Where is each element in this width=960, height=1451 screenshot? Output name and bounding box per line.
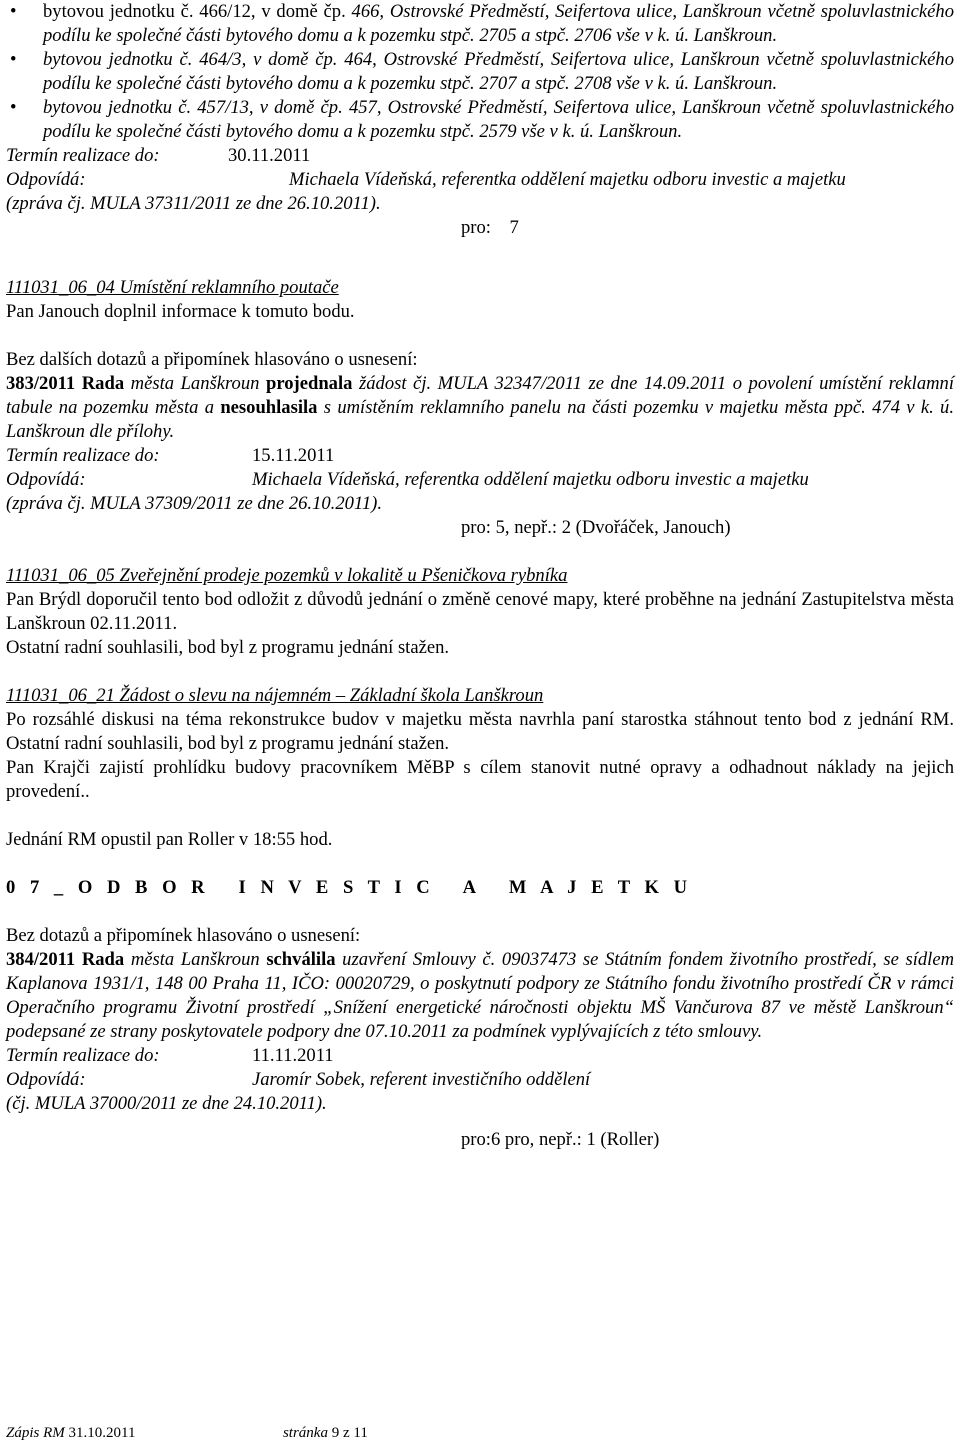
zprava-line: (zpráva čj. MULA 37309/2011 ze dne 26.10.2011). bbox=[6, 493, 382, 514]
list-item bbox=[6, 96, 954, 144]
odpovida-value: Michaela Vídeňská, referentka oddělení majetku odboru investic a majetku bbox=[252, 469, 809, 490]
resolution-383 bbox=[6, 372, 954, 444]
vote-line: pro:6 pro, nepř.: 1 (Roller) bbox=[461, 1129, 660, 1150]
termin-label: Termín realizace do: bbox=[6, 445, 160, 466]
odpovida-line bbox=[6, 1068, 954, 1092]
vote-line: pro: 5, nepř.: 2 (Dvořáček, Janouch) bbox=[461, 517, 731, 538]
termin-value: 30.11.2011 bbox=[228, 145, 311, 166]
apartment-list bbox=[6, 0, 954, 144]
odpovida-line bbox=[6, 468, 954, 492]
resolution-text: města Lanškroun bbox=[130, 949, 260, 970]
zprava-line: (zpráva čj. MULA 37311/2011 ze dne 26.10.2011). bbox=[6, 193, 381, 214]
department-heading: 0 7 _ O D B O R I N V E S T I C A M A J E T K U bbox=[6, 877, 693, 898]
resolution-text: tele podpory dne 07.10.2011 za podmínek vyplývajících z této smlouvy. bbox=[235, 1021, 763, 1042]
odpovida-label: Odpovídá: bbox=[6, 169, 86, 190]
termin-label: Termín realizace do: bbox=[6, 1045, 160, 1066]
footer-label: Zápis RM bbox=[6, 1425, 65, 1441]
bullet-icon: • bbox=[10, 97, 17, 118]
section-title-05: 111031_06_05 Zveřejnění prodeje pozemků v lokalitě u Pšeničkova rybníka bbox=[6, 565, 568, 586]
termin-value: 15.11.2011 bbox=[252, 445, 335, 466]
item-lead: bytovou jednotku č. 457/13, v domě čp. bbox=[43, 97, 343, 118]
item-lead: bytovou jednotku č. 464/3, v domě čp. bbox=[43, 49, 338, 70]
item-lead: bytovou jednotku č. 466/12, v domě čp. bbox=[43, 1, 346, 22]
termin-line bbox=[6, 444, 954, 468]
odpovida-value: Michaela Vídeňská, referentka oddělení majetku odboru investic a majetku bbox=[289, 169, 846, 190]
resolution-text: města Lanškroun bbox=[130, 373, 260, 394]
resolution-verb: projednala bbox=[266, 373, 353, 394]
odpovida-label: Odpovídá: bbox=[6, 1069, 86, 1090]
section-title-21: 111031_06_21 Žádost o slevu na nájemném – Základní škola Lanškroun bbox=[6, 685, 544, 706]
vote-line: pro: 7 bbox=[461, 217, 519, 238]
footer-date: 31.10.2011 bbox=[68, 1425, 136, 1441]
resolution-text: s umístěním reklamního panelu na části pozemku v majetku města ppč. 474 v k. ú. Lanškroun dle přílohy. bbox=[6, 397, 955, 442]
vote-intro: Bez dotazů a připomínek hlasováno o usnesení: bbox=[6, 925, 361, 946]
resolution-number: 384/2011 Rada bbox=[6, 949, 125, 970]
resolution-verb: schválila bbox=[266, 949, 336, 970]
bullet-icon: • bbox=[10, 49, 17, 70]
odpovida-value: Jaromír Sobek, referent investičního oddělení bbox=[252, 1069, 591, 1090]
termin-label: Termín realizace do: bbox=[6, 145, 160, 166]
section-text: Pan Krajči zajistí prohlídku budovy pracovníkem MěBP s cílem stanovit nutné opravy a odhadnout náklady na jejich provedení.. bbox=[6, 757, 954, 802]
page-footer bbox=[6, 1421, 368, 1445]
section-text: Po rozsáhlé diskusi na téma rekonstrukce budov v majetku města navrhla paní starostka stáhnout tento bod z jednání RM. Ostatní radní souhlasili, bod byl z programu jednání stažen. bbox=[6, 709, 954, 754]
section-title-04: 111031_06_04 Umístění reklamního poutače bbox=[6, 277, 339, 298]
item-rest: 457, Ostrovské Předměstí, Seifertova ulice, Lanškroun včetně spoluvlastnického podílu ke společné části bytového domu a k pozemku stpč. 2579 vše v k. ú. Lanškroun. bbox=[43, 97, 955, 142]
item-rest: 464, Ostrovské Předměstí, Seifertova ulice, Lanškroun včetně spoluvlastnického podílu ke společné části bytového domu a k pozemku stpč. 2707 a stpč. 2708 vše v k. ú. Lanškroun. bbox=[43, 49, 955, 94]
list-item bbox=[6, 0, 954, 48]
list-item bbox=[6, 48, 954, 96]
odpovida-line bbox=[6, 168, 954, 192]
termin-line bbox=[6, 144, 954, 168]
item-rest: 466, Ostrovské Předměstí, Seifertova ulice, Lanškroun včetně spoluvlastnického podílu ke společné části bytového domu a k pozemku stpč. 2705 a stpč. 2706 vše v k. ú. Lanškroun. bbox=[43, 1, 954, 46]
section-text: Jednání RM opustil pan Roller v 18:55 hod. bbox=[6, 829, 333, 850]
section-text: Ostatní radní souhlasili, bod byl z programu jednání stažen. bbox=[6, 637, 450, 658]
resolution-text: žádost čj. MULA 32347/2011 ze dne 14.09.2011 o povolení umístění reklamní tabule na pozemku města a bbox=[6, 373, 955, 418]
termin-line bbox=[6, 1044, 954, 1068]
footer-page-label: stránka bbox=[282, 1425, 328, 1441]
resolution-verb: nesouhlasila bbox=[220, 397, 318, 418]
zprava-line: (čj. MULA 37000/2011 ze dne 24.10.2011). bbox=[6, 1093, 327, 1114]
odpovida-label: Odpovídá: bbox=[6, 469, 86, 490]
section-text: Pan Brýdl doporučil tento bod odložit z důvodů jednání o změně cenové mapy, které proběhne na jednání Zastupitelstva města Lanškroun 02.11.2011. bbox=[6, 589, 954, 634]
footer-page-number: 9 z 11 bbox=[331, 1425, 368, 1441]
resolution-384 bbox=[6, 948, 954, 1044]
resolution-text: uzavření Smlouvy č. 09037473 se Státním fondem životního prostředí, se sídlem Kaplanova 1931/1, 148 00 Praha 11, IČO: 00020729, o poskytnutí podpory ze Státního fondu životního prostředí ČR v rámci Operačního programu Životní prostředí „Snížení energetické náročnosti objektu MŠ Vančurova 87 ve městě Lanškroun“ podepsané ze strany poskytova bbox=[6, 949, 954, 1042]
resolution-number: 383/2011 Rada bbox=[6, 373, 125, 394]
section-text: Pan Janouch doplnil informace k tomuto bodu. bbox=[6, 301, 355, 322]
vote-intro: Bez dalších dotazů a připomínek hlasováno o usnesení: bbox=[6, 349, 418, 370]
termin-value: 11.11.2011 bbox=[252, 1045, 334, 1066]
bullet-icon: • bbox=[10, 1, 17, 22]
